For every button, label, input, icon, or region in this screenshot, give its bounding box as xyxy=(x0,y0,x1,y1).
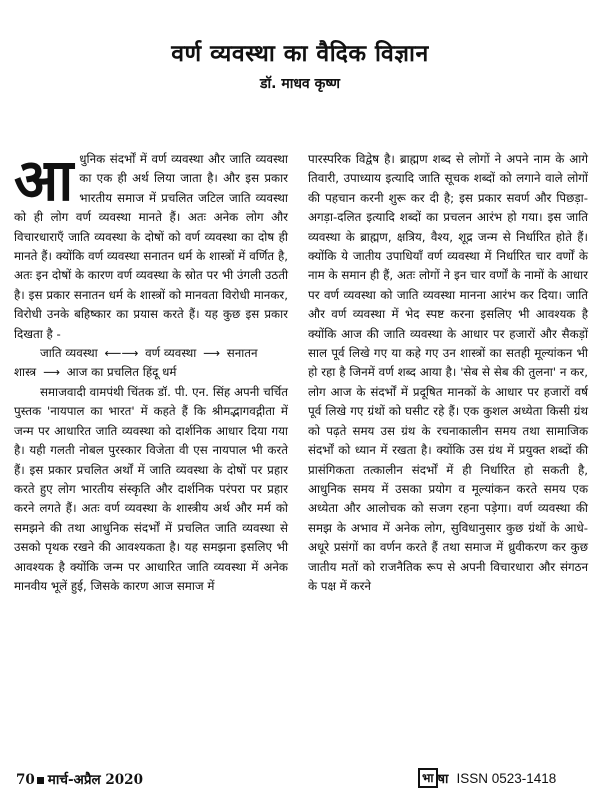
flow-term-varna: वर्ण व्यवस्था xyxy=(145,346,197,361)
flow-line-1 xyxy=(14,344,288,363)
article-title: वर्ण व्यवस्था का वैदिक विज्ञान xyxy=(171,41,429,67)
article-author: डॉ. माधव कृष्ण xyxy=(260,76,340,92)
paragraph-intro xyxy=(14,146,288,344)
right-arrow-icon: ⟶ xyxy=(203,346,220,361)
right-arrow-icon: ⟶ xyxy=(42,365,60,380)
left-column xyxy=(14,146,288,596)
journal-logo-box: भा xyxy=(418,768,438,788)
flow-term-hindu-dharma: आज का प्रचलित हिंदू धर्म xyxy=(66,365,177,380)
journal-logo-rest: षा xyxy=(437,772,449,787)
flow-term-shastra: शास्त्र xyxy=(14,365,37,380)
flow-term-sanatan: सनातन xyxy=(226,346,258,361)
paragraph-second: समाजवादी वामपंथी चिंतक डॉ. पी. एन. सिंह अपनी चर्चित पुस्तक 'नायपाल का भारत' में कहते हैं कि श्रीमद्भागवद्गीता में जन्म पर आधारित जाति व्यवस्था को दार्शनिक आधार दिया गया है। यही गलती नोबल पुरस्कार विजेता वी एस नायपाल भी करते हैं। इस प्रकार प्रचलित अर्थों में जाति व्यवस्था के दोषों पर प्रहार करते हुए लोग भारतीय संस्कृति और दार्शनिक परंपरा पर प्रहार करने लगते हैं। अतः वर्ण व्यवस्था के शास्त्रीय अर्थ और मर्म को समझने की तथा आधुनिक संदर्भों में प्रचलित जाति व्यवस्था से उसको पृथक रखने की आवश्यकता है। यह समझना इसलिए भी आवश्यक है क्योंकि जन्म पर आधारित जाति व्यवस्था में अनेक मानवीय भूलें हुई, जिसके कारण आज समाज में xyxy=(14,384,288,593)
double-arrow-icon: ⟵⟶ xyxy=(104,346,139,361)
square-bullet-icon xyxy=(37,777,44,784)
page-number: 70 xyxy=(16,772,35,788)
paragraph-intro-text: धुनिक संदर्भों में वर्ण व्यवस्था और जाति व्यवस्था का एक ही अर्थ लिया जाता है। और इस प्रकार भारतीय समाज में प्रचलित जटिल जाति व्यवस्था को ही लोग वर्ण व्यवस्था मानते हैं। अतः अनेक लोग और विचारधाराएँ जाति व्यवस्था के दोषों को वर्ण व्यवस्था का दोष ही मानते हैं। क्योंकि वर्ण व्यवस्था सनातन धर्म के शास्त्रों में वर्णित है, अतः इन दोषों के कारण वर्ण व्यवस्था के स्रोत पर भी उंगली उठती है। इस प्रकार सनातन धर्म के शास्त्रों को मानवता विरोधी मानकर, विरोधी उनके बहिष्कार का प्रयास करते हैं। यह कुछ इस प्रकार दिखता है - xyxy=(14,152,288,341)
footer-journal-info xyxy=(418,768,556,788)
flow-term-jati: जाति व्यवस्था xyxy=(40,346,98,361)
footer-page-info xyxy=(16,770,143,788)
paragraph-continued: पारस्परिक विद्वेष है। ब्राह्मण शब्द से लोगों ने अपने नाम के आगे तिवारी, उपाध्याय इत्यादि जाति सूचक शब्दों को लगाने वाले लोगों की पहचान करनी शुरू कर दी है; इस प्रकार सवर्ण और पिछड़ा-अगड़ा-दलित इत्यादि शब्दों का प्रचलन आरंभ हो गया। इस जाति व्यवस्था के ब्राह्मण, क्षत्रिय, वैश्य, शूद्र जन्म से निर्धारित होते हैं। क्योंकि ये जातीय उपाधियाँ वर्ण व्यवस्था में निर्धारित चार वर्णों के नाम के समान ही हैं, अतः लोगों ने इन चार वर्णों के नामों के आधार पर वर्ण व्यवस्था को जाति व्यवस्था मानना आरंभ कर दिया। जाति और वर्ण व्यवस्था में भेद स्पष्ट करना इसलिए भी आवश्यक है क्योंकि आज की जाति व्यवस्था के आधार पर हजारों और सैकड़ों साल पूर्व लिखे गए या कहे गए उन शास्त्रों का सतही मूल्यांकन भी हो रहा है जिनमें वर्ण शब्द आया है। 'सेब से सेब की तुलना' न कर, लोग आज के संदर्भों में प्रदूषित मानकों के आधार पर हजारों वर्ष पूर्व लिखे गए ग्रंथों को घसीट रहे हैं। एक कुशल अध्येता किसी ग्रंथ को पढ़ते समय उस ग्रंथ के रचनाकालीन समय तथा सामाजिक संदर्भों को ध्यान में रखता है। क्योंकि उस ग्रंथ में प्रयुक्त शब्दों की प्रासंगिकता तत्कालीन संदर्भों में ही निर्धारित हो सकती है, आधुनिक समय में उसका प्रयोग व मूल्यांकन करते समय एक अध्येता और आलोचक को सजग रहना पड़ेगा। वर्ण व्यवस्था की समझ के अभाव में अनेक लोग, सुविधानुसार कुछ ग्रंथों के आधे-अधूरे प्रसंगों का वर्णन करते हैं तथा समाज में ध्रुवीकरण कर कुछ जातीय मतों को राजनैतिक रूप से अपनी विचारधारा और संगठन के पक्ष में करने xyxy=(308,152,588,593)
right-column xyxy=(308,150,588,596)
flow-line-2 xyxy=(14,363,288,382)
issue-date: मार्च-अप्रैल 2020 xyxy=(47,772,143,788)
journal-logo xyxy=(418,768,448,788)
drop-cap: आ xyxy=(14,146,74,214)
issn-number: ISSN 0523-1418 xyxy=(456,770,557,786)
